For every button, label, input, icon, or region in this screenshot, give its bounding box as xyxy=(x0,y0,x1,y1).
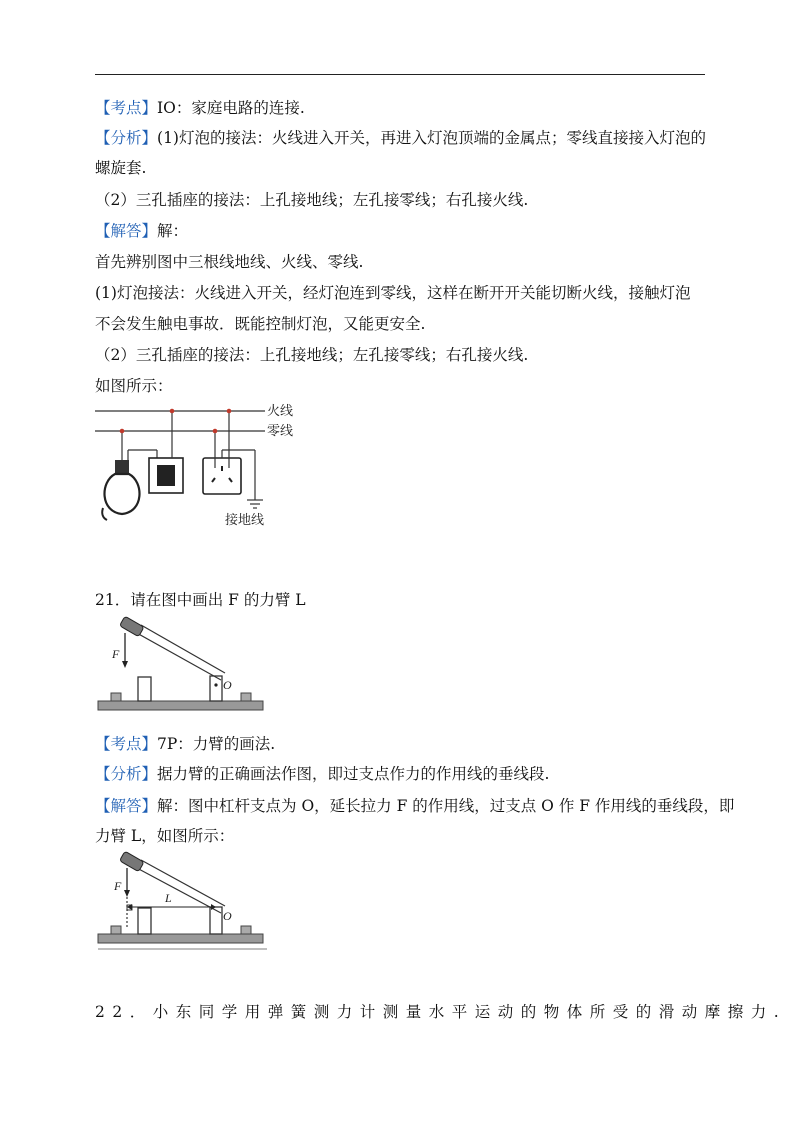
q20-kaodian xyxy=(95,98,305,118)
kaodian-text: IO：家庭电路的连接. xyxy=(157,99,305,117)
force-label: F xyxy=(114,879,122,893)
arm-label: L xyxy=(165,891,172,905)
fenxi-tag: 【分析】 xyxy=(95,765,158,783)
q20-answer-line4: （2）三孔插座的接法：上孔接地线；左孔接零线；右孔接火线. xyxy=(95,346,529,364)
live-wire-label: 火线 xyxy=(267,403,294,418)
circuit-figure xyxy=(95,400,295,535)
q20-jieda xyxy=(95,221,188,241)
kaodian-tag: 【考点】 xyxy=(95,99,158,117)
ground-wire-label: 接地线 xyxy=(225,512,265,527)
fenxi-text: (1)灯泡的接法：火线进入开关，再进入灯泡顶端的金属点；零线直接接入灯泡的 xyxy=(157,129,706,147)
q20-answer-line2: (1)灯泡接法：火线进入开关，经灯泡连到零线，这样在断开开关能切断火线，接触灯泡 xyxy=(95,284,691,302)
lever-figure-answer xyxy=(95,850,270,955)
kaodian-text: 7P：力臂的画法. xyxy=(157,735,276,753)
q20-fenxi-cont: 螺旋套. xyxy=(95,159,147,177)
jieda-text: 解：图中杠杆支点为 O，延长拉力 F 的作用线，过支点 O 作 F 作用线的垂线段，即 xyxy=(157,797,735,815)
pivot-label: O xyxy=(223,678,232,692)
fenxi-text: 据力臂的正确画法作图，即过支点作力的作用线的垂线段. xyxy=(157,765,550,783)
q20-answer-line3: 不会发生触电事故．既能控制灯泡，又能更安全. xyxy=(95,315,426,333)
q20-fenxi-point2: （2）三孔插座的接法：上孔接地线；左孔接零线；右孔接火线. xyxy=(95,191,529,209)
q21-jieda-cont: 力臂 L，如图所示： xyxy=(95,827,235,845)
q21-kaodian xyxy=(95,734,275,754)
jieda-tag: 【解答】 xyxy=(95,222,158,240)
q20-answer-line5: 如图所示： xyxy=(95,377,173,395)
neutral-wire-label: 零线 xyxy=(267,423,294,438)
kaodian-tag: 【考点】 xyxy=(95,735,158,753)
lever-figure-question xyxy=(95,615,270,715)
pivot-label: O xyxy=(223,909,232,923)
q21-fenxi xyxy=(95,764,549,784)
q20-answer-line1: 首先辨别图中三根线地线、火线、零线. xyxy=(95,253,364,271)
q20-fenxi xyxy=(95,128,706,148)
jieda-text: 解： xyxy=(157,222,189,240)
q21-jieda xyxy=(95,796,734,816)
header-rule xyxy=(95,74,705,75)
q21-question: 21．请在图中画出 F 的力臂 L xyxy=(95,591,306,609)
jieda-tag: 【解答】 xyxy=(95,797,158,815)
force-label: F xyxy=(112,647,120,661)
fenxi-tag: 【分析】 xyxy=(95,129,158,147)
q22-question: 22．小东同学用弹簧测力计测量水平运动的物体所受的滑动摩擦力. xyxy=(95,1003,787,1021)
